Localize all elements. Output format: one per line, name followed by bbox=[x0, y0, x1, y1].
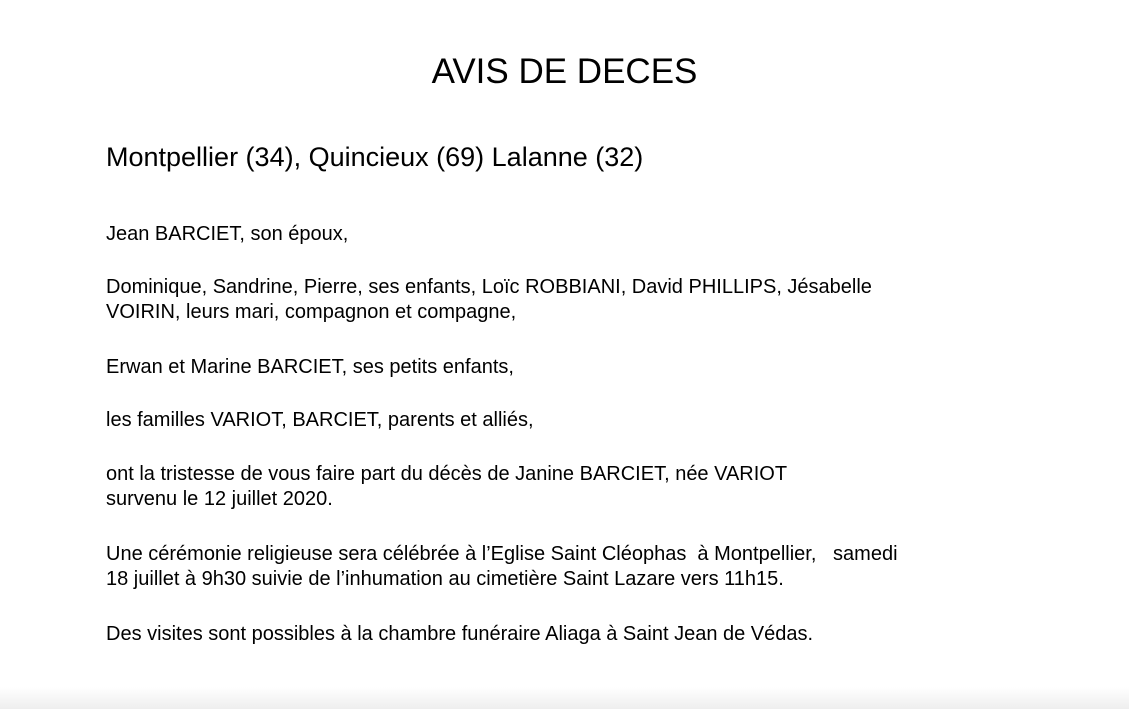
bottom-fade bbox=[0, 687, 1129, 709]
visits-line: Des visites sont possibles à la chambre funéraire Aliaga à Saint Jean de Védas. bbox=[106, 623, 814, 645]
announcement-line-2: survenu le 12 juillet 2020. bbox=[106, 488, 333, 510]
visits-paragraph bbox=[106, 622, 1026, 647]
children-line-1: Dominique, Sandrine, Pierre, ses enfants, Loïc ROBBIANI, David PHILLIPS, Jésabelle bbox=[106, 276, 872, 298]
spouse-line: Jean BARCIET, son époux, bbox=[106, 223, 349, 245]
notice-title: AVIS DE DECES bbox=[431, 52, 698, 91]
families-paragraph bbox=[106, 408, 1026, 433]
notice-places: Montpellier (34), Quincieux (69) Lalanne (32) bbox=[106, 142, 644, 172]
grandchildren-line: Erwan et Marine BARCIET, ses petits enfants, bbox=[106, 356, 514, 378]
announcement-paragraph bbox=[106, 462, 1026, 512]
announcement-line-1: ont la tristesse de vous faire part du décès de Janine BARCIET, née VARIOT bbox=[106, 463, 788, 485]
grandchildren-paragraph bbox=[106, 355, 1026, 380]
ceremony-paragraph bbox=[106, 542, 1026, 592]
children-line-2: VOIRIN, leurs mari, compagnon et compagne, bbox=[106, 301, 517, 323]
families-line: les familles VARIOT, BARCIET, parents et alliés, bbox=[106, 409, 534, 431]
spouse-paragraph bbox=[106, 222, 1026, 247]
ceremony-line-2: 18 juillet à 9h30 suivie de l’inhumation au cimetière Saint Lazare vers 11h15. bbox=[106, 568, 784, 590]
children-paragraph bbox=[106, 275, 1026, 325]
ceremony-line-1: Une cérémonie religieuse sera célébrée à l’Eglise Saint Cléophas à Montpellier, samedi bbox=[106, 543, 898, 565]
